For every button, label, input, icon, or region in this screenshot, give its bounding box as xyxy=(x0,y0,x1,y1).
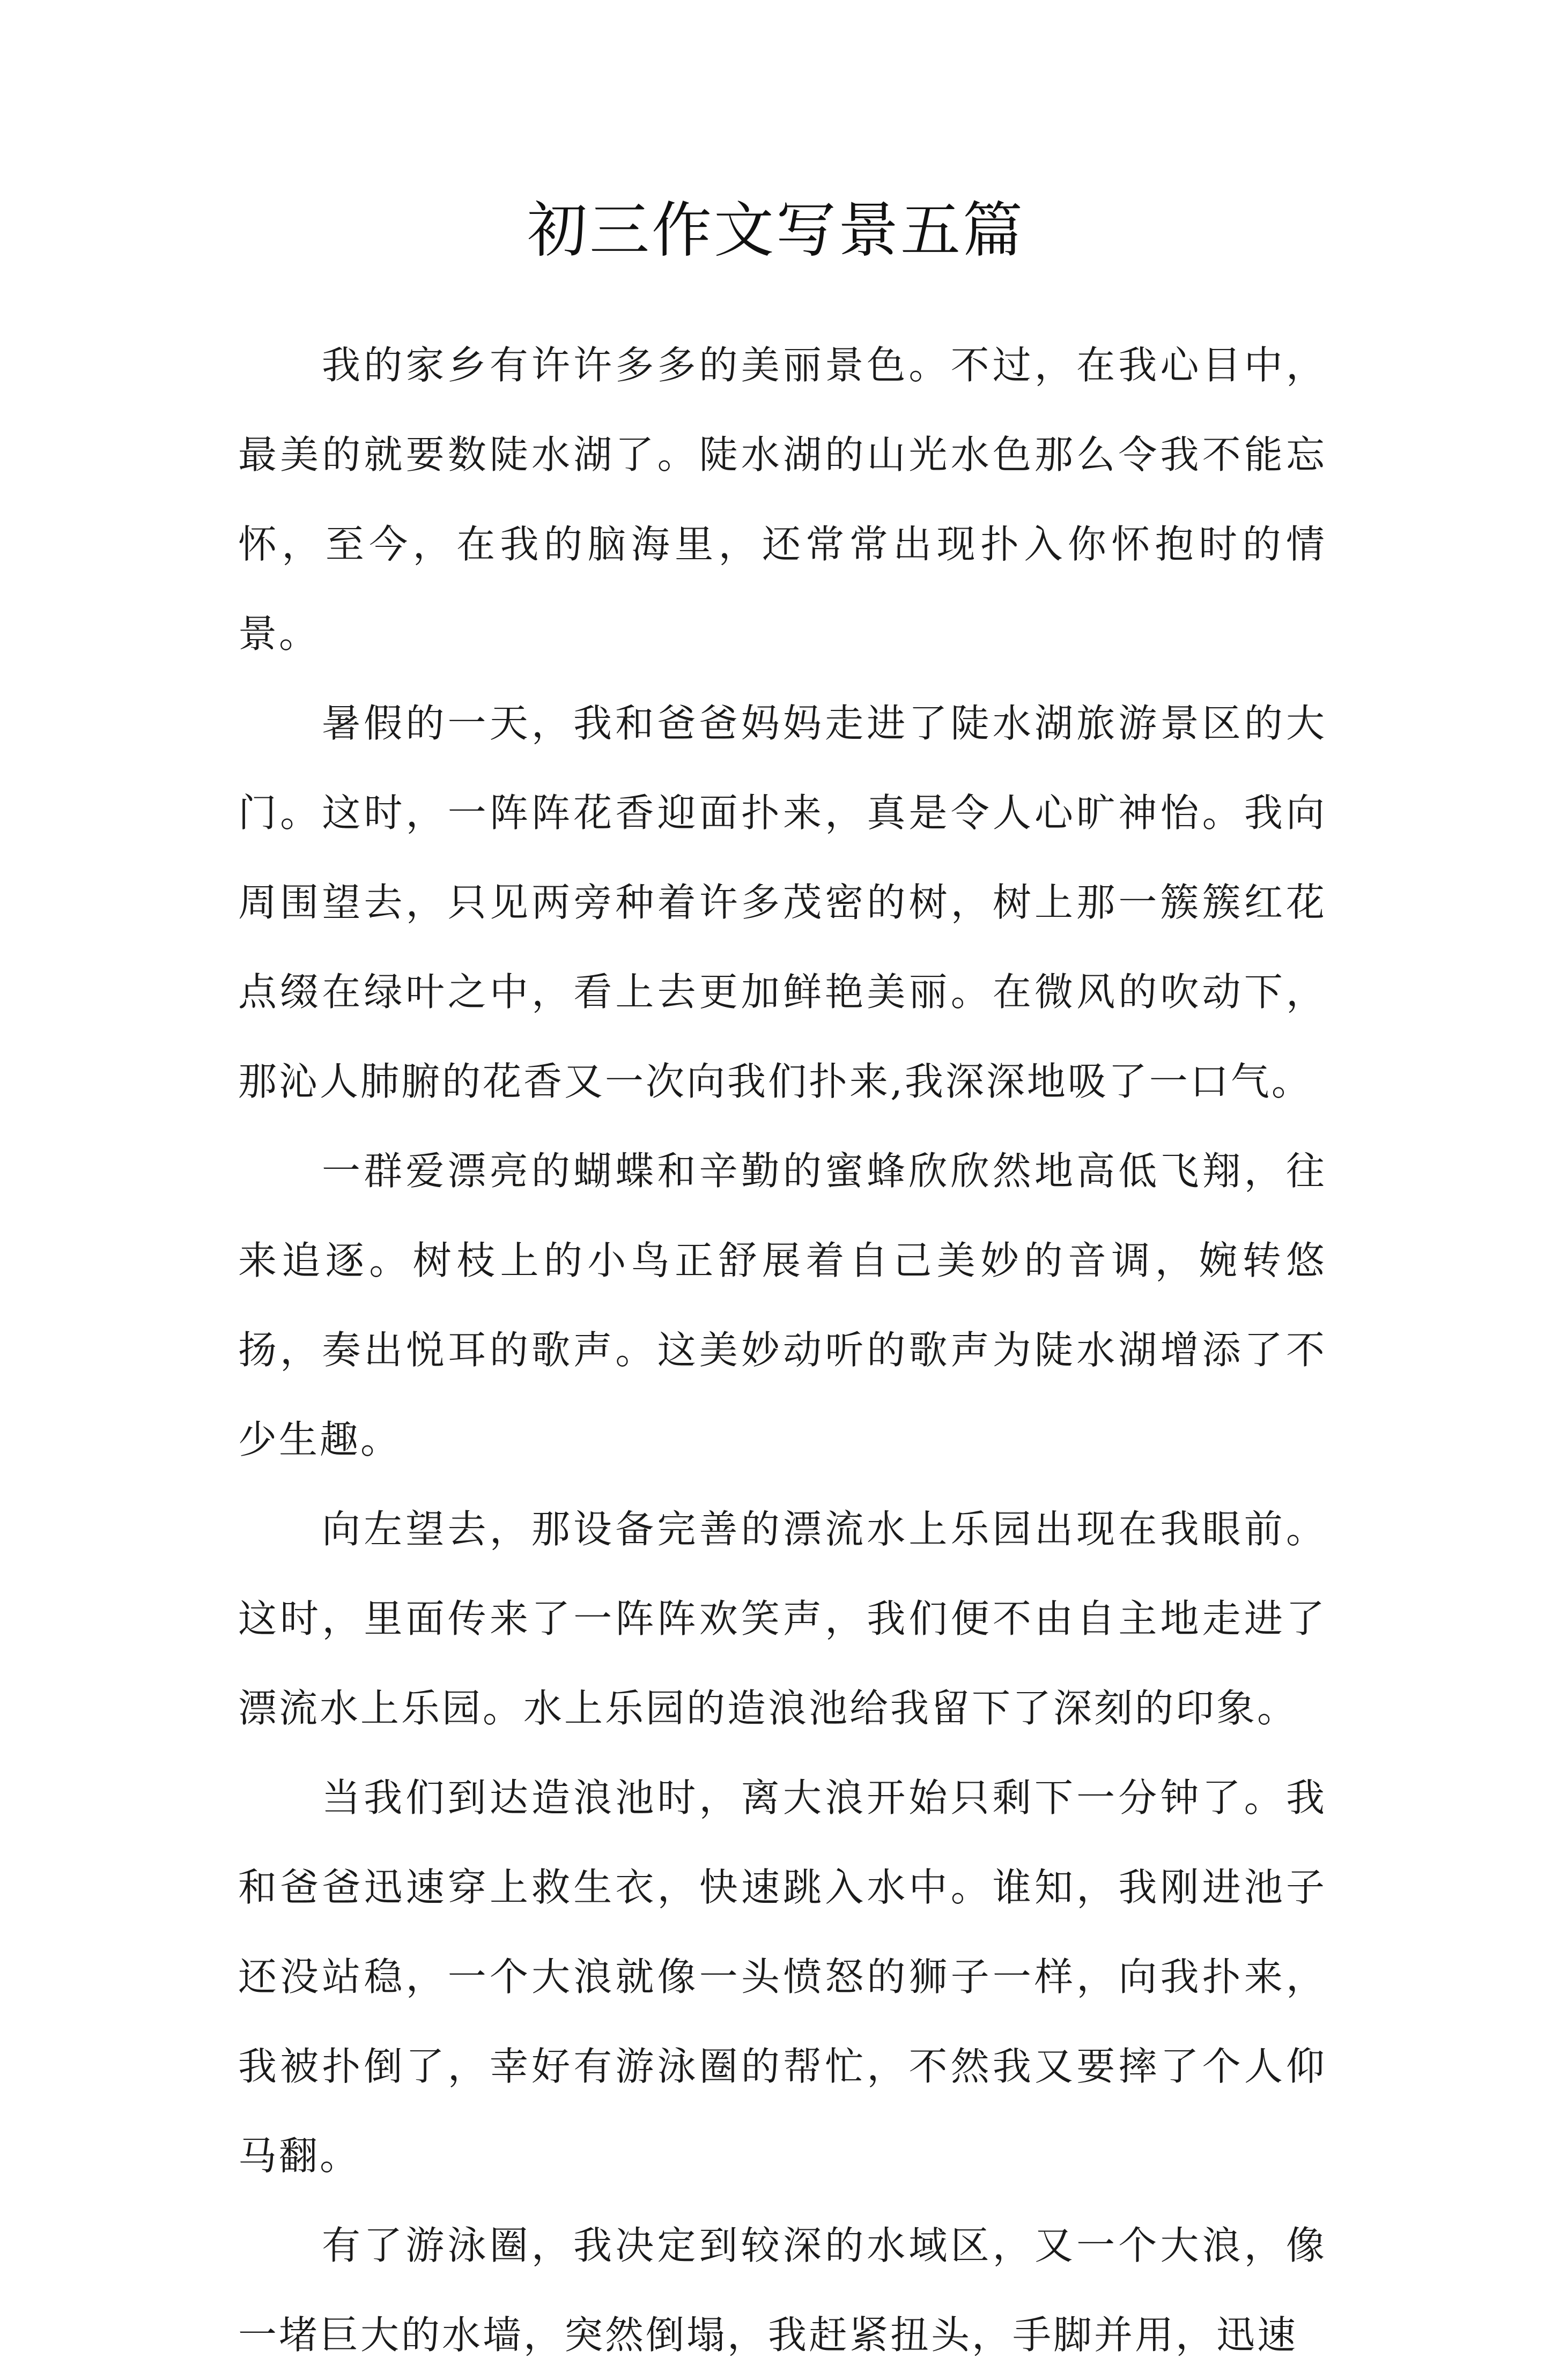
paragraph-6: 有了游泳圈，我决定到较深的水域区，又一个大浪，像一堵巨大的水墙，突然倒塌，我赶紧扭头，手脚并用，迅速 xyxy=(238,2223,1327,2357)
document-body xyxy=(238,321,1327,2380)
paragraph-2: 暑假的一天，我和爸爸妈妈走进了陡水湖旅游景区的大门。这时，一阵阵花香迎面扑来，真是令人心旷神怡。我向周围望去，只见两旁种着许多茂密的树，树上那一簇簇红花点缀在绿叶之中，看上去更加鲜艳美丽。在微风的吹动下，那沁人肺腑的花香又一次向我们扑来,我深深地吸了一口气。 xyxy=(238,701,1327,1104)
document-title: 初三作文写景五篇 xyxy=(527,196,1025,265)
paragraph-5: 当我们到达造浪池时，离大浪开始只剩下一分钟了。我和爸爸迅速穿上救生衣，快速跳入水中。谁知，我刚进池子还没站稳，一个大浪就像一头愤怒的狮子一样，向我扑来，我被扑倒了，幸好有游泳圈的帮忙，不然我又要摔了个人仰马翻。 xyxy=(238,1775,1327,2178)
paragraph-3: 一群爱漂亮的蝴蝶和辛勤的蜜蜂欣欣然地高低飞翔，往来追逐。树枝上的小鸟正舒展着自己美妙的音调，婉转悠扬，奏出悦耳的歌声。这美妙动听的歌声为陡水湖增添了不少生趣。 xyxy=(238,1148,1327,1462)
paragraph-4: 向左望去，那设备完善的漂流水上乐园出现在我眼前。这时，里面传来了一阵阵欢笑声，我们便不由自主地走进了漂流水上乐园。水上乐园的造浪池给我留下了深刻的印象。 xyxy=(238,1507,1327,1731)
paragraph-1: 我的家乡有许许多多的美丽景色。不过，在我心目中，最美的就要数陡水湖了。陡水湖的山光水色那么令我不能忘怀，至今，在我的脑海里，还常常出现扑入你怀抱时的情景。 xyxy=(238,343,1327,656)
